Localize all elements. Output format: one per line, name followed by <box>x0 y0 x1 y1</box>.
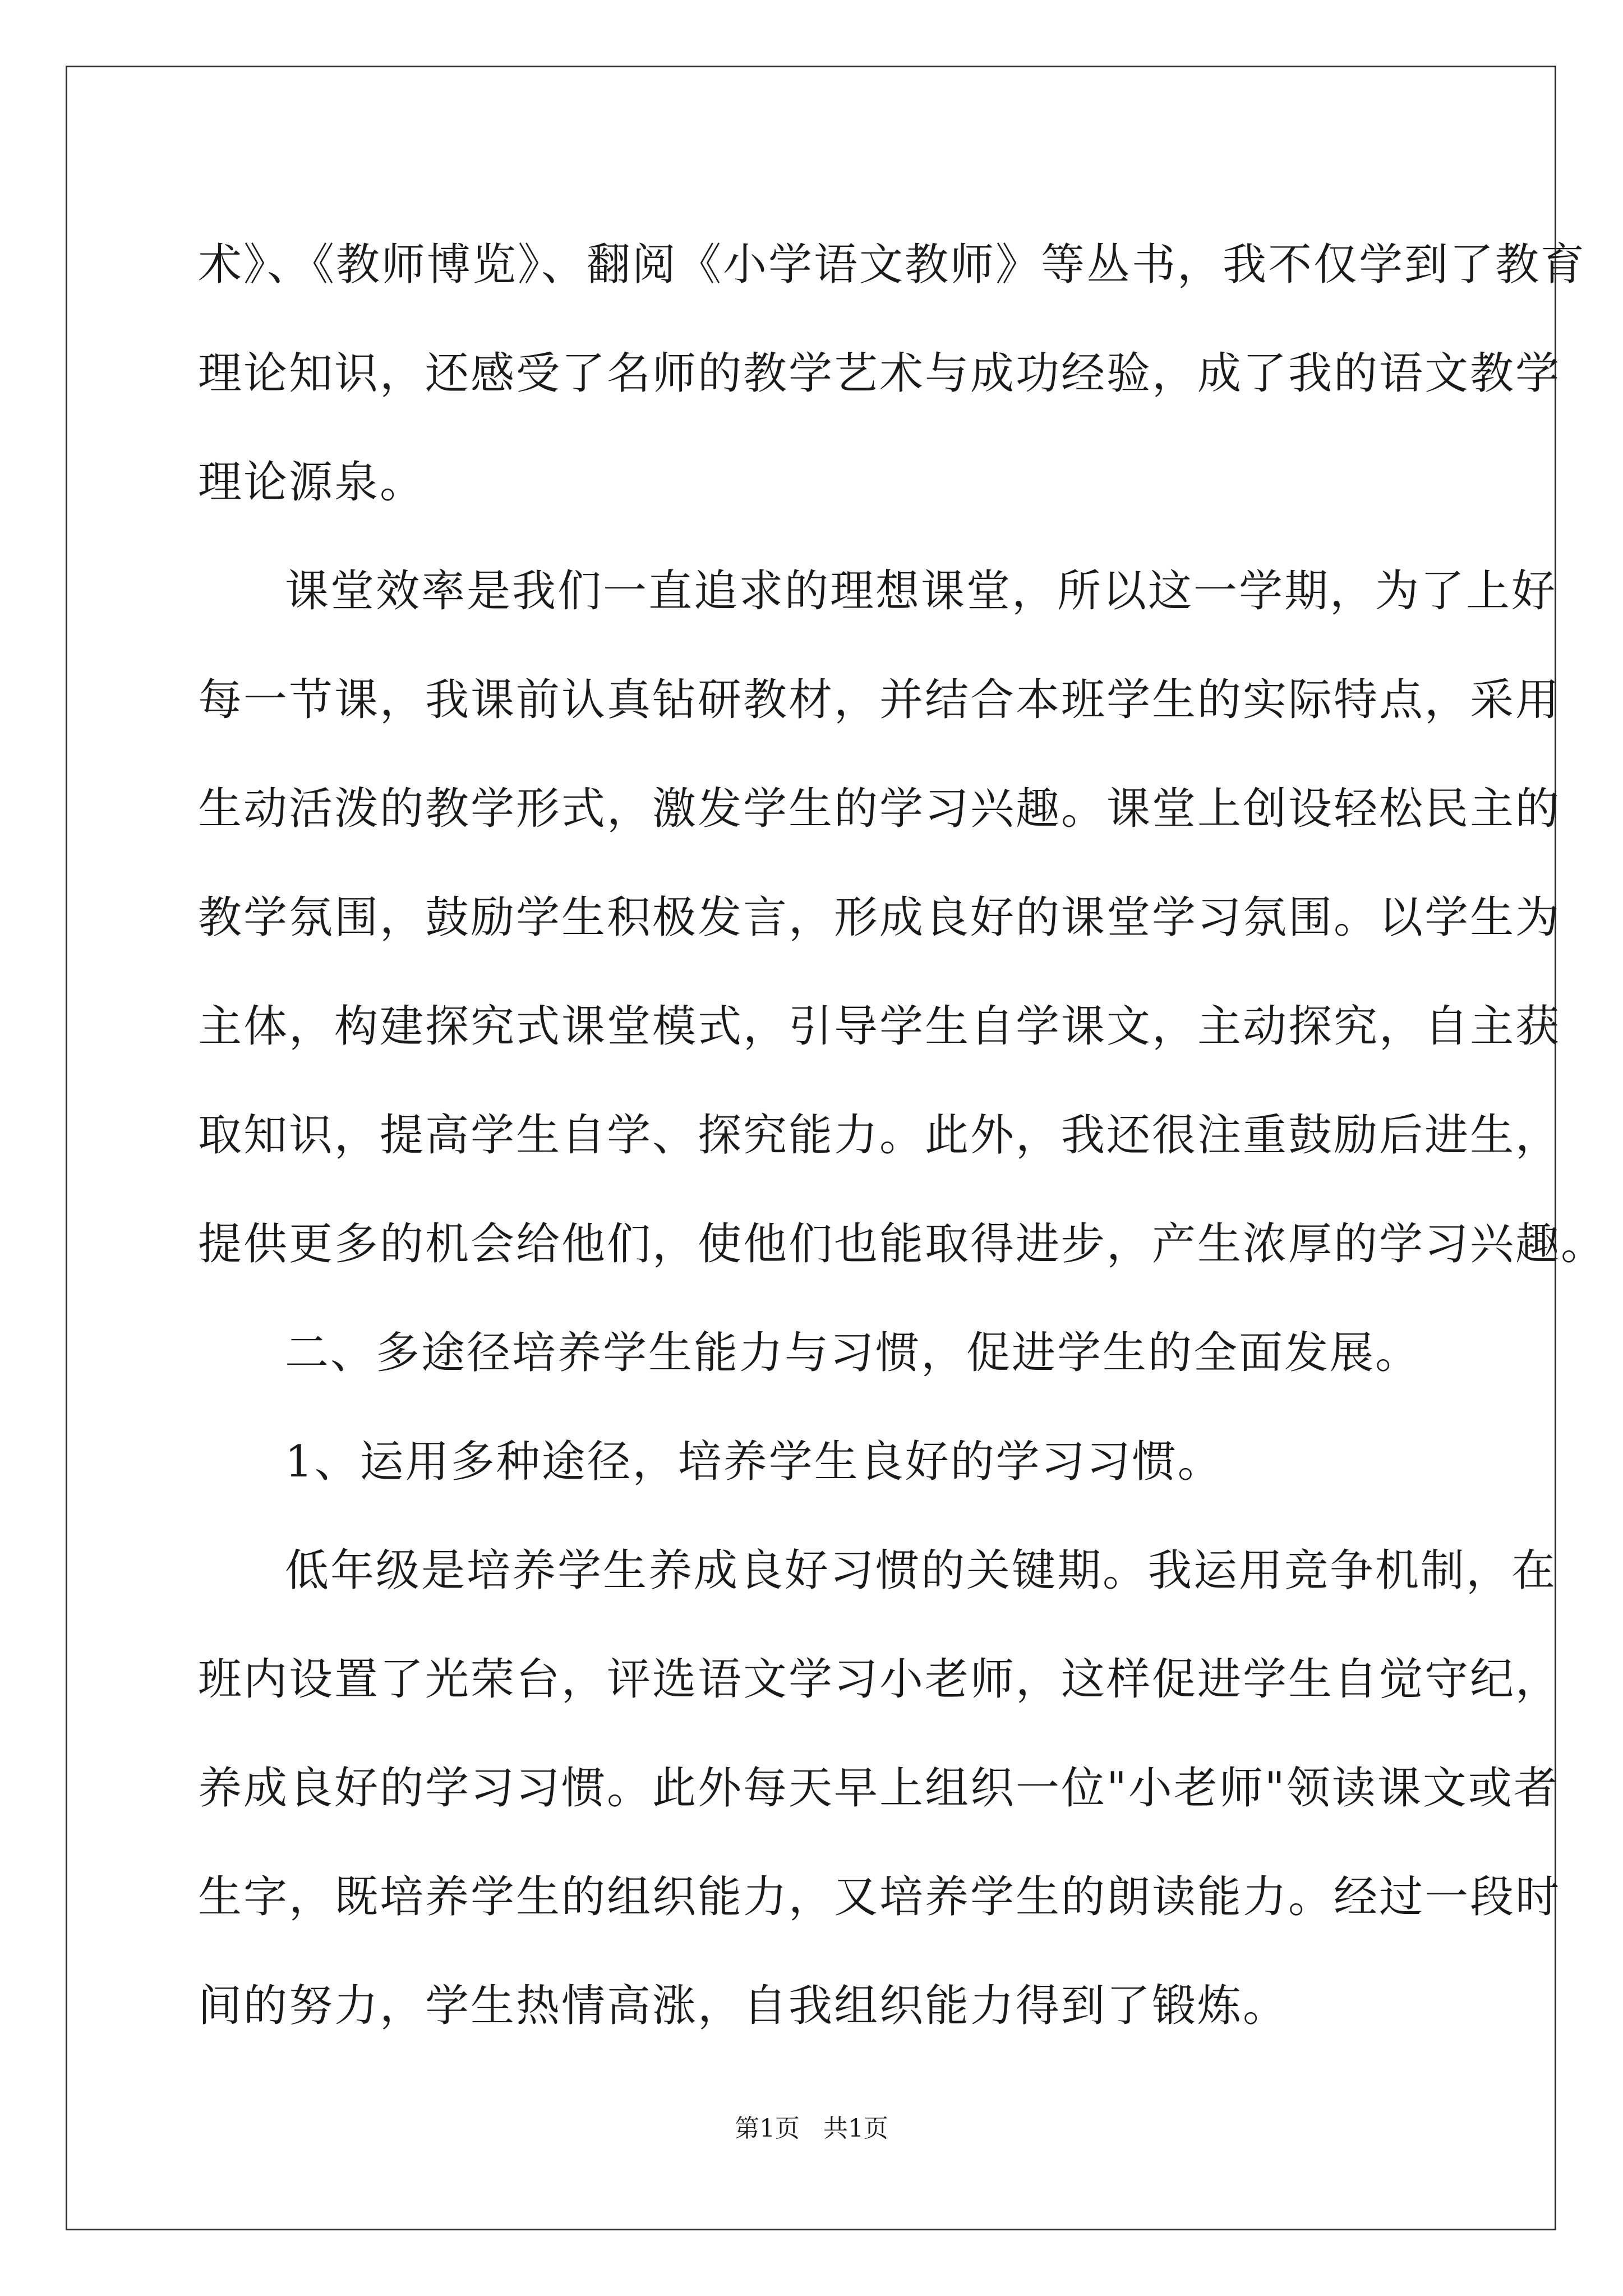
text-line: 理论源泉。 <box>198 457 426 508</box>
paragraph-start: 课堂效率是我们一直追求的理想课堂，所以这一学期，为了上好 <box>285 566 1557 616</box>
text-line: 养成良好的学习习惯。此外每天早上组织一位"小老师"领读课文或者 <box>198 1763 1559 1814</box>
text-line: 理论知识，还感受了名师的教学艺术与成功经验，成了我的语文教学 <box>198 348 1561 399</box>
text-line: 每一节课，我课前认真钻研教材，并结合本班学生的实际特点，采用 <box>198 675 1561 725</box>
text-line: 间的努力，学生热情高涨，自我组织能力得到了锻炼。 <box>198 1981 1289 2031</box>
text-line: 取知识，提高学生自学、探究能力。此外，我还很注重鼓励后进生， <box>198 1110 1561 1161</box>
section-heading: 二、多途径培养学生能力与习惯，促进学生的全面发展。 <box>285 1328 1421 1378</box>
text-line: 提供更多的机会给他们，使他们也能取得进步，产生浓厚的学习兴趣。 <box>198 1219 1607 1269</box>
text-line: 生字，既培养学生的组织能力，又培养学生的朗读能力。经过一段时 <box>198 1872 1561 1922</box>
subsection-heading: 1、运用多种途径，培养学生良好的学习习惯。 <box>285 1437 1223 1487</box>
page-number-footer: 第1页 共1页 <box>735 2114 888 2143</box>
text-line: 教学氛围，鼓励学生积极发言，形成良好的课堂学习氛围。以学生为 <box>198 892 1561 943</box>
text-line: 班内设置了光荣台，评选语文学习小老师，这样促进学生自觉守纪， <box>198 1654 1561 1705</box>
document-body <box>198 210 1607 2060</box>
paragraph-start: 低年级是培养学生养成良好习惯的关键期。我运用竞争机制，在 <box>285 1545 1557 1596</box>
text-line: 术》、《教师博览》、翻阅《小学语文教师》等丛书，我不仅学到了教育 <box>198 240 1587 290</box>
text-line: 主体，构建探究式课堂模式，引导学生自学课文，主动探究，自主获 <box>198 1001 1561 1052</box>
text-line: 生动活泼的教学形式，激发学生的学习兴趣。课堂上创设轻松民主的 <box>198 784 1561 834</box>
